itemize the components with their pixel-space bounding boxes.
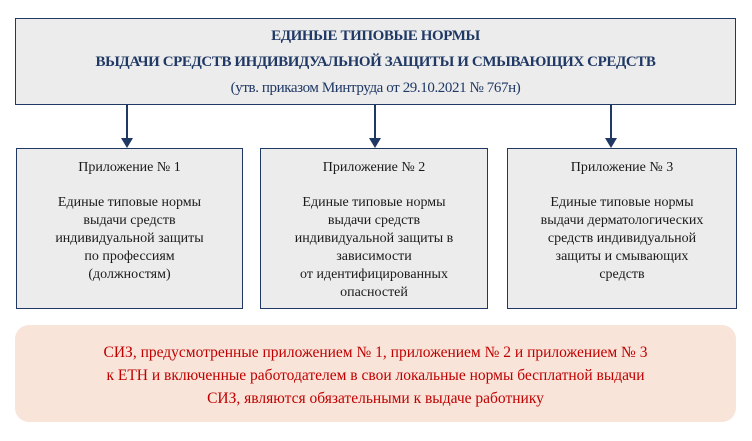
note-box <box>15 325 736 422</box>
appendix-line: опасностей <box>340 285 408 300</box>
note-line: СИЗ, предусмотренные приложением № 1, приложением № 2 и приложением № 3 <box>103 344 648 361</box>
appendix-line: (должностям) <box>88 267 171 282</box>
appendix-line: выдачи средств <box>327 213 421 228</box>
appendix-1-box <box>16 148 243 309</box>
appendix-title: Приложение № 2 <box>322 160 426 175</box>
appendix-line: по профессиям <box>84 249 175 264</box>
title-line-2: ВЫДАЧИ СРЕДСТВ ИНДИВИДУАЛЬНОЙ ЗАЩИТЫ И СМЫВАЮЩИХ СРЕДСТВ <box>95 54 656 70</box>
appendix-line: Единые типовые нормы <box>302 195 446 210</box>
appendix-line: Единые типовые нормы <box>57 195 202 210</box>
arrow-down-icon <box>610 105 612 139</box>
appendix-line: средств <box>599 267 645 282</box>
appendix-line: защиты и смывающих <box>555 249 689 264</box>
note-line: к ЕТН и включенные работодателем в свои локальные нормы бесплатной выдачи <box>106 367 645 384</box>
appendix-title: Приложение № 3 <box>570 160 674 175</box>
main-norms-box <box>15 18 736 105</box>
appendix-line: от идентифицированных <box>300 267 448 282</box>
appendix-3-box <box>507 148 737 309</box>
appendix-line: индивидуальной защиты <box>55 231 204 246</box>
appendix-line: индивидуальной защиты в <box>294 231 454 246</box>
appendix-line: выдачи дерматологических <box>540 213 704 228</box>
appendix-line: зависимости <box>336 249 412 264</box>
appendix-title: Приложение № 1 <box>78 160 181 175</box>
note-line: СИЗ, являются обязательными к выдаче работнику <box>207 390 544 407</box>
title-line-1: ЕДИНЫЕ ТИПОВЫЕ НОРМЫ <box>271 28 480 44</box>
subtitle: (утв. приказом Минтруда от 29.10.2021 № 767н) <box>230 80 521 96</box>
arrow-down-icon <box>374 105 376 139</box>
appendix-line: выдачи средств <box>83 213 176 228</box>
appendix-2-box <box>260 148 488 309</box>
appendix-line: средств индивидуальной <box>547 231 697 246</box>
arrow-down-icon <box>126 105 128 139</box>
appendix-line: Единые типовые нормы <box>550 195 694 210</box>
